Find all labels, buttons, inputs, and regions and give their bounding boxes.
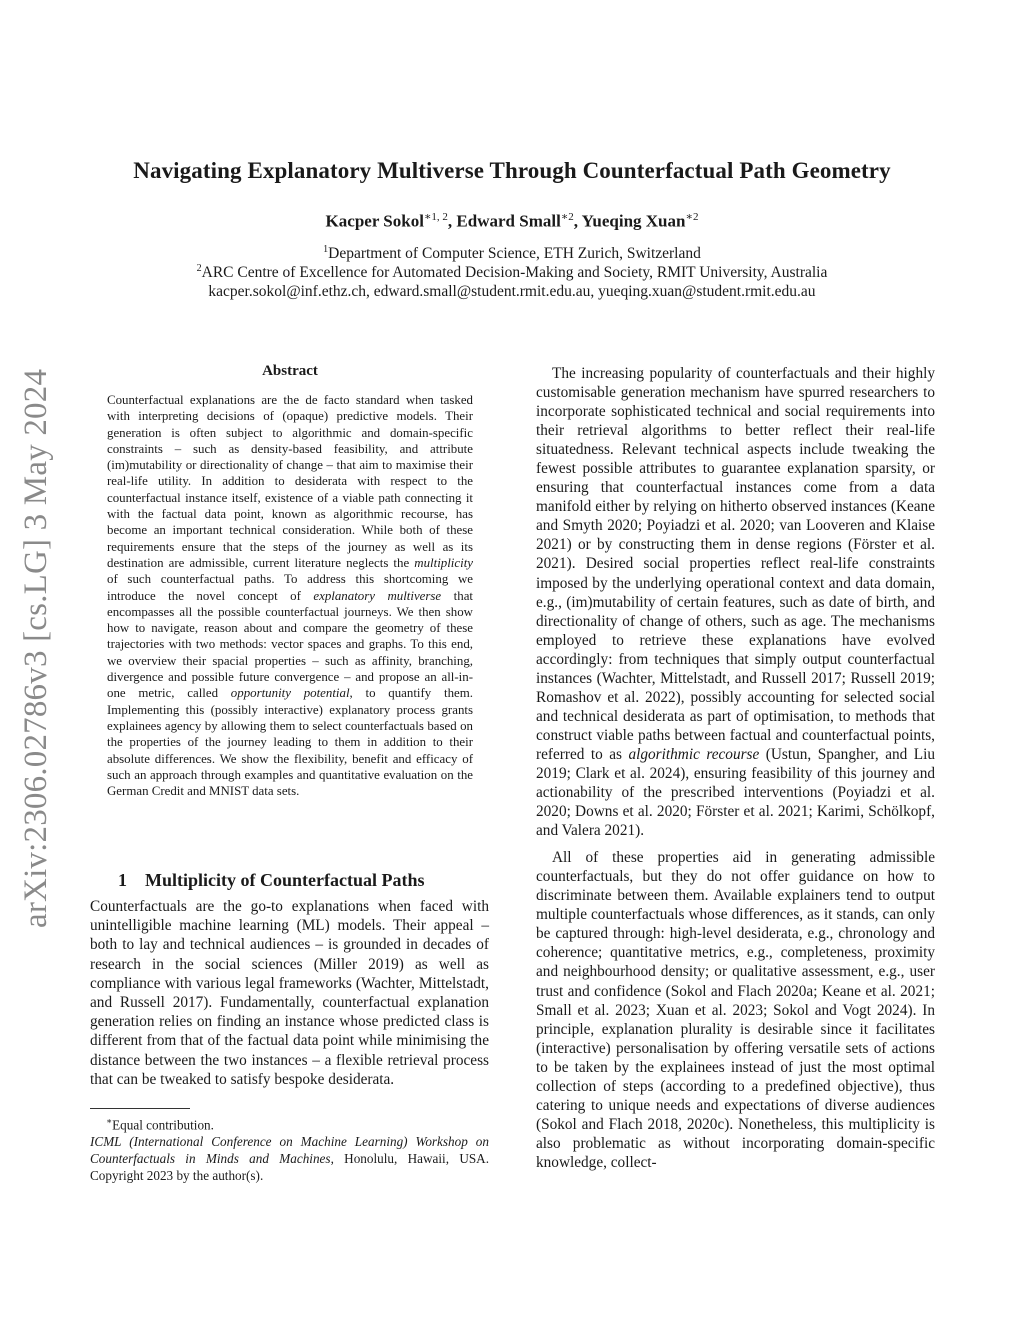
right-column [536, 364, 935, 1172]
abstract-text: of such counterfactual paths. To address this shortcoming we introduce the novel concept of [107, 572, 473, 603]
abstract-text: , to quantify them. Implementing this (possibly interactive) explanatory process grants explainees agency by allowing them to select counterfactuals based on the properties of the journey leading to them in addition to their absolute differences. We show the flexibility, benefit and efficacy of such an approach through examples and quantitative evaluation on the German Credit and MNIST data sets. [107, 686, 473, 799]
affiliation-mark: 1 [323, 244, 329, 255]
abstract-emphasis: opportunity potential [230, 686, 350, 701]
body-paragraph [536, 364, 935, 840]
affiliation-mark: 2 [196, 263, 202, 274]
abstract-text: that encompasses all the possible counterfactual journeys. We then show how to navigate, reason about and compare the geometry of these trajectories with two methods: vector spaces and graphs. To this end, we overview their spacial properties – such as affinity, branching, divergence and possible future convergence – and propose an all-in-one metric, called [107, 588, 474, 701]
paper-title: Navigating Explanatory Multiverse Through Counterfactual Path Geometry [133, 158, 891, 183]
affiliation-2 [0, 263, 1024, 282]
venue-name: ICML (International Conference on Machine Learning) Workshop on Counterfactuals in Minds and Machines [90, 1134, 489, 1166]
author-marks: ∗2 [685, 211, 699, 223]
abstract-text: Counterfactual explanations are the de facto standard when tasked with interpreting decisions of (opaque) predictive models. Their generation is often subject to algorithmic and domain-specific constraints – such as density-based feasibility, and attribute (im)mutability or directionality of change – that aim to maximise their real-life utility. In addition to desiderata with respect to the counterfactual instance itself, existence of a viable path connecting it with the factual data point, known as algorithmic recourse, has become an important technical consideration. While both of these requirements ensure that the steps of the journey as well as its destination are admissible, current literature neglects the [107, 393, 473, 570]
footnote-equal [90, 1113, 489, 1134]
abstract-heading: Abstract [262, 363, 318, 379]
author-marks: ∗2 [560, 211, 574, 223]
body-text: The increasing popularity of counterfactuals and their highly customisable generation mechanism have spurred researchers to incorporate sophisticated technical and social requirements into their retrieval algorithms to better reflect their real-life situatedness. Relevant technical aspects include tweaking the fewest possible attributes to guarantee explanation sparsity, or ensuring that counterfactual instances come from a data manifold either by relying on hitherto observed instances (Keane and Smyth 2020; Poyiadzi et al. 2020; van Looveren and Klaise 2021) or by constructing them in dense regions (Förster et al. 2021). Desired social properties reflect real-life constraints imposed by the underlying operational context and data domain, e.g., (im)mutability of certain features, such as date of birth, and directionality of change of others, such as age. The mechanisms employed to retrieve these explanations have evolved accordingly: from techniques that simply output counterfactual instances (Wachter, Mittelstadt, and Russell 2017; Russell 2019; Romashov et al. 2022), possibly accounting for selected social and technical desiderata as part of optimisation, to methods that construct viable paths between factual and counterfactual points, referred to as [536, 365, 935, 763]
author-name: Yueqing Xuan [581, 211, 686, 231]
author-name: Kacper Sokol [325, 211, 424, 231]
affiliation-text: ARC Centre of Excellence for Automated Decision-Making and Society, RMIT University, Australia [201, 264, 828, 282]
footnote-rule [90, 1108, 190, 1109]
abstract-emphasis: explanatory multiverse [313, 588, 442, 603]
section-title: Multiplicity of Counterfactual Paths [145, 870, 425, 890]
section-heading [118, 870, 424, 891]
affiliation-1 [0, 244, 1024, 263]
venue-details: , Honolulu, Hawaii, USA. Copyright 2023 by the author(s). [90, 1150, 489, 1183]
author-marks: ∗1, 2 [423, 211, 448, 223]
author-sep: , [447, 211, 457, 231]
footnote-venue [90, 1134, 489, 1184]
author-sep: , [573, 211, 582, 231]
author-list [0, 210, 1024, 232]
abstract-body [107, 392, 473, 799]
affiliation-text: Department of Computer Science, ETH Zurich, Switzerland [328, 245, 701, 263]
abstract-emphasis: multiplicity [414, 555, 473, 570]
section-number: 1 [118, 870, 127, 890]
author-name: Edward Small [456, 211, 561, 231]
intro-paragraph: Counterfactuals are the go-to explanations when faced with unintelligible machine learning (ML) models. Their appeal – both to lay and technical audiences – is grounded in decades of research in the social sciences (Miller 2019) as well as compliance with various legal frameworks (Wachter, Mittelstadt, and Russell 2017). Fundamentally, counterfactual explanation generation relies on finding an instance whose predicted class is different from that of the factual data point while minimising the distance between the two instances – a flexible retrieval process that can be tweaked to satisfy bespoke desiderata. [90, 898, 489, 1088]
footnote [90, 1113, 489, 1185]
author-emails: kacper.sokol@inf.ethz.ch, edward.small@student.rmit.edu.au, yueqing.xuan@student.rmit.edu.au [208, 283, 816, 300]
arxiv-stamp: arXiv:2306.02786v3 [cs.LG] 3 May 2024 [18, 368, 54, 928]
footnote-mark: ∗ [106, 1116, 113, 1126]
body-paragraph: All of these properties aid in generating admissible counterfactuals, but they do not offer guidance on how to discriminate between them. Available explainers tend to output multiple counterfactuals whose differences, as it stands, can only be captured through: high-level desiderata, e.g., chronology and coherence; quantitative metrics, e.g., completeness, proximity and neighbourhood density; or qualitative assessment, e.g., user trust and confidence (Sokol and Flach 2020a; Keane et al. 2021; Small et al. 2023; Xuan et al. 2023; Sokol and Vogt 2024). In principle, explanation plurality is desirable since it facilitates (interactive) personalisation by offering versatile sets of actions to be taken by the explainees instead of just the most optimal collection of steps (according to a predefined objective), thus catering to unique needs and expectations of diverse audiences (Sokol and Flach 2018, 2020c). Nonetheless, this multiplicity is also problematic as without incorporating domain-specific knowledge, collect- [536, 849, 935, 1171]
body-text: (Ustun, Spangher, and Liu 2019; Clark et al. 2024), ensuring feasibility of this journey and actionability of the prescribed interventions (Poyiadzi et al. 2020; Downs et al. 2020; Förster et al. 2021; Karimi, Schölkopf, and Valera 2021). [536, 745, 936, 840]
body-emphasis: algorithmic recourse [628, 745, 760, 763]
footnote-text: Equal contribution. [112, 1117, 214, 1133]
